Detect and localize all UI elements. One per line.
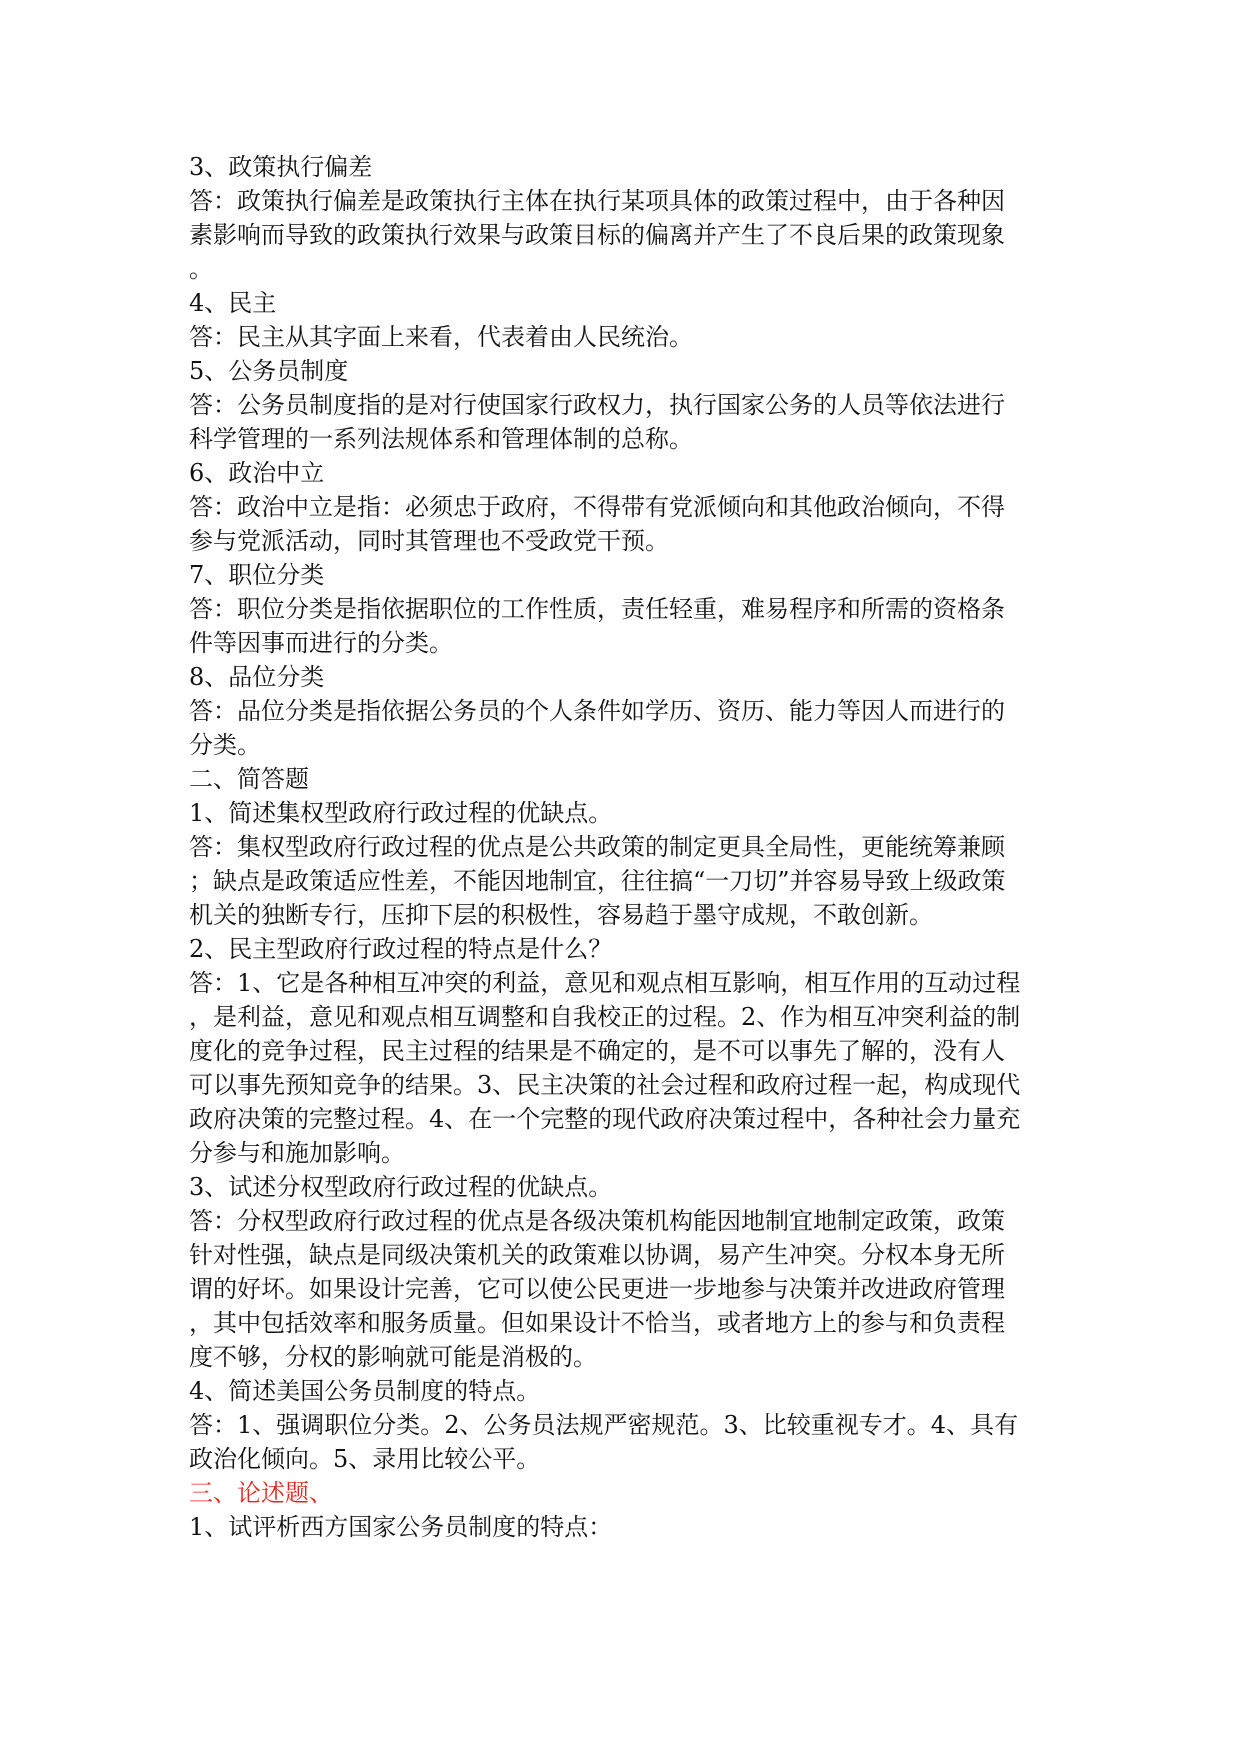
answer-text: 答：集权型政府行政过程的优点是公共政策的制定更具全局性，更能统筹兼顾: [189, 833, 1005, 861]
section-heading-item-8: 8、品位分类: [189, 663, 325, 691]
answer-text: 答：政治中立是指：必须忠于政府，不得带有党派倾向和其他政治倾向，不得: [189, 493, 1005, 521]
answer-text: 答：分权型政府行政过程的优点是各级决策机构能因地制宜地制定政策，政策: [189, 1207, 1005, 1235]
answer-text: 答：职位分类是指依据职位的工作性质，责任轻重，难易程序和所需的资格条: [189, 595, 1005, 623]
question-heading: 1、简述集权型政府行政过程的优缺点。: [189, 799, 613, 827]
section-heading-item-4: 4、民主: [189, 289, 277, 317]
answer-text: ；缺点是政策适应性差，不能因地制宜，往往搞“一刀切”并容易导致上级政策: [189, 867, 1006, 895]
answer-text: 素影响而导致的政策执行效果与政策目标的偏离并产生了不良后果的政策现象: [189, 221, 1005, 249]
section-title-short-answer: 二、简答题: [189, 765, 309, 793]
answer-text: 件等因事而进行的分类。: [189, 629, 453, 657]
answer-text: 谓的好坏。如果设计完善，它可以使公民更进一步地参与决策并改进政府管理: [189, 1275, 1005, 1303]
answer-text: 可以事先预知竞争的结果。3、民主决策的社会过程和政府过程一起，构成现代: [189, 1071, 1021, 1099]
question-heading: 2、民主型政府行政过程的特点是什么？: [189, 935, 613, 963]
answer-text: 答：政策执行偏差是政策执行主体在执行某项具体的政策过程中，由于各种因: [189, 187, 1005, 215]
answer-text: 。: [189, 255, 213, 283]
answer-text: 政治化倾向。5、录用比较公平。: [189, 1445, 541, 1473]
section-heading-item-3: 3、政策执行偏差: [189, 153, 373, 181]
answer-text: 度化的竞争过程，民主过程的结果是不确定的，是不可以事先了解的，没有人: [189, 1037, 1005, 1065]
section-heading-item-7: 7、职位分类: [189, 561, 325, 589]
answer-text: 答：1、它是各种相互冲突的利益，意见和观点相互影响，相互作用的互动过程: [189, 969, 1021, 997]
section-title-essay: 三、论述题、: [189, 1479, 333, 1507]
answer-text: 度不够，分权的影响就可能是消极的。: [189, 1343, 597, 1371]
answer-text: 答：1、强调职位分类。2、公务员法规严密规范。3、比较重视专才。4、具有: [189, 1411, 1019, 1439]
answer-text: 答：品位分类是指依据公务员的个人条件如学历、资历、能力等因人而进行的: [189, 697, 1005, 725]
answer-text: 分类。: [189, 731, 261, 759]
answer-text: ，是利益，意见和观点相互调整和自我校正的过程。2、作为相互冲突利益的制: [189, 1003, 1021, 1031]
answer-text: 政府决策的完整过程。4、在一个完整的现代政府决策过程中，各种社会力量充: [189, 1105, 1021, 1133]
section-heading-item-5: 5、公务员制度: [189, 357, 349, 385]
answer-text: 针对性强，缺点是同级决策机关的政策难以协调，易产生冲突。分权本身无所: [189, 1241, 1005, 1269]
document-body: [189, 150, 1051, 1544]
answer-text: 分参与和施加影响。: [189, 1139, 405, 1167]
question-heading: 3、试述分权型政府行政过程的优缺点。: [189, 1173, 613, 1201]
section-heading-item-6: 6、政治中立: [189, 459, 325, 487]
answer-text: 答：民主从其字面上来看，代表着由人民统治。: [189, 323, 693, 351]
question-heading: 1、试评析西方国家公务员制度的特点：: [189, 1513, 613, 1541]
answer-text: 参与党派活动，同时其管理也不受政党干预。: [189, 527, 669, 555]
answer-text: 答：公务员制度指的是对行使国家行政权力，执行国家公务的人员等依法进行: [189, 391, 1005, 419]
answer-text: 机关的独断专行，压抑下层的积极性，容易趋于墨守成规，不敢创新。: [189, 901, 933, 929]
answer-text: ，其中包括效率和服务质量。但如果设计不恰当，或者地方上的参与和负责程: [189, 1309, 1005, 1337]
question-heading: 4、简述美国公务员制度的特点。: [189, 1377, 541, 1405]
answer-text: 科学管理的一系列法规体系和管理体制的总称。: [189, 425, 693, 453]
